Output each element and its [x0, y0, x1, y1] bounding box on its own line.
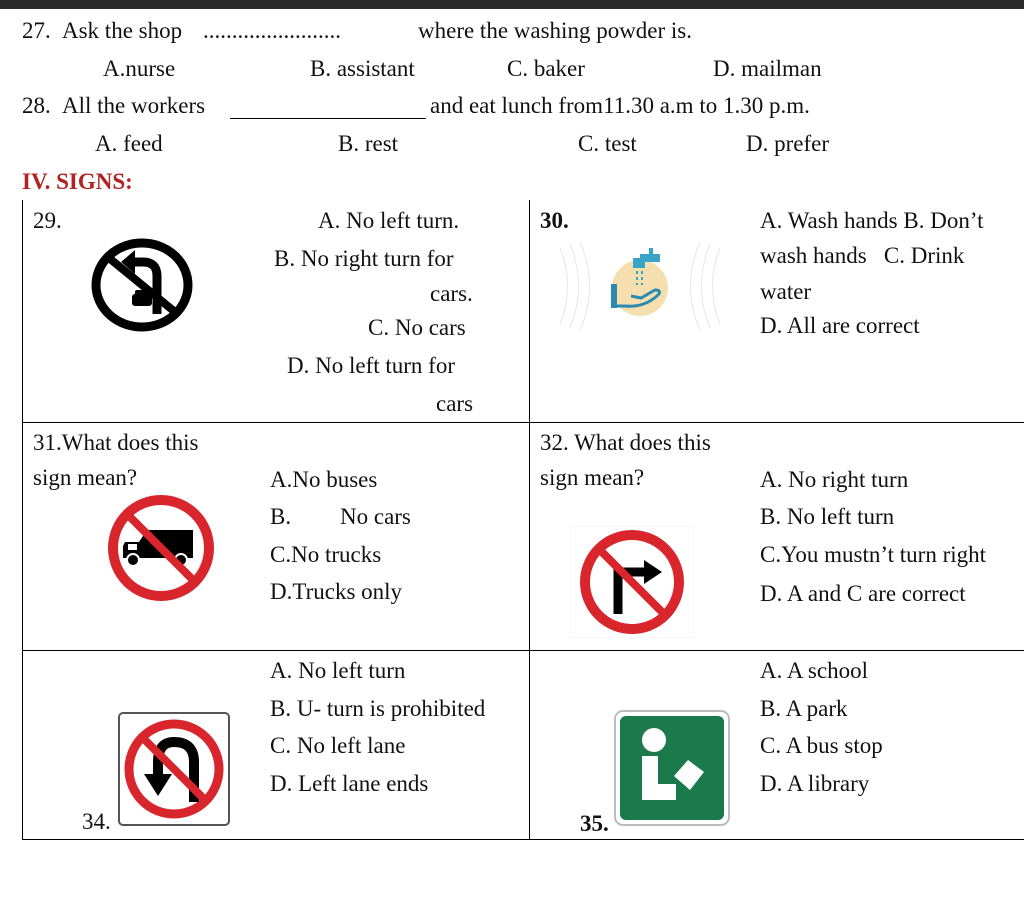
- q34-option-c[interactable]: C. No left lane: [270, 733, 406, 758]
- q31-option-a[interactable]: A.No buses: [270, 467, 378, 492]
- q35-number: 35.: [580, 811, 609, 836]
- q32-question-line1: 32. What does this: [540, 430, 711, 455]
- no-right-turn-sign-icon: [570, 526, 694, 638]
- q29-option-d[interactable]: D. No left turn for: [287, 353, 455, 378]
- q31-option-d[interactable]: D.Trucks only: [270, 579, 403, 604]
- q31-option-b-letter[interactable]: B.: [270, 504, 292, 529]
- q35-option-a[interactable]: A. A school: [760, 658, 868, 683]
- q31-option-b-text[interactable]: No cars: [340, 504, 411, 529]
- q28-option-b[interactable]: B. rest: [338, 131, 399, 156]
- q27-text-before: Ask the shop: [62, 18, 183, 43]
- q31-question-line1: 31.What does this: [33, 430, 199, 455]
- q35-option-c[interactable]: C. A bus stop: [760, 733, 883, 758]
- section-title: IV. SIGNS:: [22, 169, 133, 194]
- top-border: [0, 0, 1024, 9]
- q30-option-d[interactable]: D. All are correct: [760, 313, 920, 338]
- table-divider-row2: [22, 650, 1024, 651]
- q29-number: 29.: [33, 208, 62, 233]
- q35-option-d[interactable]: D. A library: [760, 771, 870, 796]
- table-border-left: [22, 200, 23, 840]
- q34-number: 34.: [82, 809, 111, 834]
- q28-number: 28.: [22, 93, 51, 118]
- table-divider-vertical: [529, 200, 530, 840]
- q32-option-a[interactable]: A. No right turn: [760, 467, 909, 492]
- q27-number: 27.: [22, 18, 51, 43]
- q32-option-d[interactable]: D. A and C are correct: [760, 581, 966, 606]
- q27-option-b[interactable]: B. assistant: [310, 56, 415, 81]
- q29-option-b[interactable]: B. No right turn for: [274, 246, 454, 271]
- q27-blank: ........................: [203, 18, 341, 43]
- q34-option-b[interactable]: B. U- turn is prohibited: [270, 696, 486, 721]
- q29-option-c[interactable]: C. No cars: [368, 315, 466, 340]
- q30-option-ab[interactable]: A. Wash hands B. Don’t: [760, 208, 984, 233]
- q34-option-a[interactable]: A. No left turn: [270, 658, 406, 683]
- wash-hands-sign-icon: [555, 238, 725, 334]
- q34-option-d[interactable]: D. Left lane ends: [270, 771, 429, 796]
- q27-option-d[interactable]: D. mailman: [713, 56, 822, 81]
- q28-option-c[interactable]: C. test: [578, 131, 637, 156]
- q27-option-c[interactable]: C. baker: [507, 56, 585, 81]
- q28-option-a[interactable]: A. feed: [95, 131, 163, 156]
- q32-option-b[interactable]: B. No left turn: [760, 504, 895, 529]
- q31-question-line2: sign mean?: [33, 465, 138, 490]
- q31-option-c[interactable]: C.No trucks: [270, 542, 382, 567]
- no-u-turn-sign-icon: [118, 712, 230, 826]
- table-border-bottom: [22, 839, 1024, 840]
- q32-question-line2: sign mean?: [540, 465, 645, 490]
- q29-option-d-cont: cars: [436, 391, 474, 416]
- q27-text-after: where the washing powder is.: [418, 18, 693, 43]
- q32-option-c[interactable]: C.You mustn’t turn right: [760, 542, 987, 567]
- q30-number: 30.: [540, 208, 569, 233]
- q28-text-before: All the workers: [62, 93, 206, 118]
- no-trucks-sign-icon: [105, 492, 217, 604]
- q29-option-b-cont: cars.: [430, 281, 473, 306]
- q35-option-b[interactable]: B. A park: [760, 696, 848, 721]
- no-left-turn-cars-sign-icon: [89, 236, 195, 334]
- q28-option-d[interactable]: D. prefer: [746, 131, 830, 156]
- q28-text-after: and eat lunch from11.30 a.m to 1.30 p.m.: [430, 93, 810, 118]
- library-sign-icon: [614, 710, 730, 826]
- q29-option-a[interactable]: A. No left turn.: [318, 208, 460, 233]
- table-divider-row1: [22, 422, 1024, 423]
- q28-blank-line: [230, 118, 426, 119]
- q27-option-a[interactable]: A.nurse: [103, 56, 176, 81]
- q30-option-c-cont: water: [760, 279, 812, 304]
- q30-option-bc[interactable]: wash hands C. Drink: [760, 243, 965, 268]
